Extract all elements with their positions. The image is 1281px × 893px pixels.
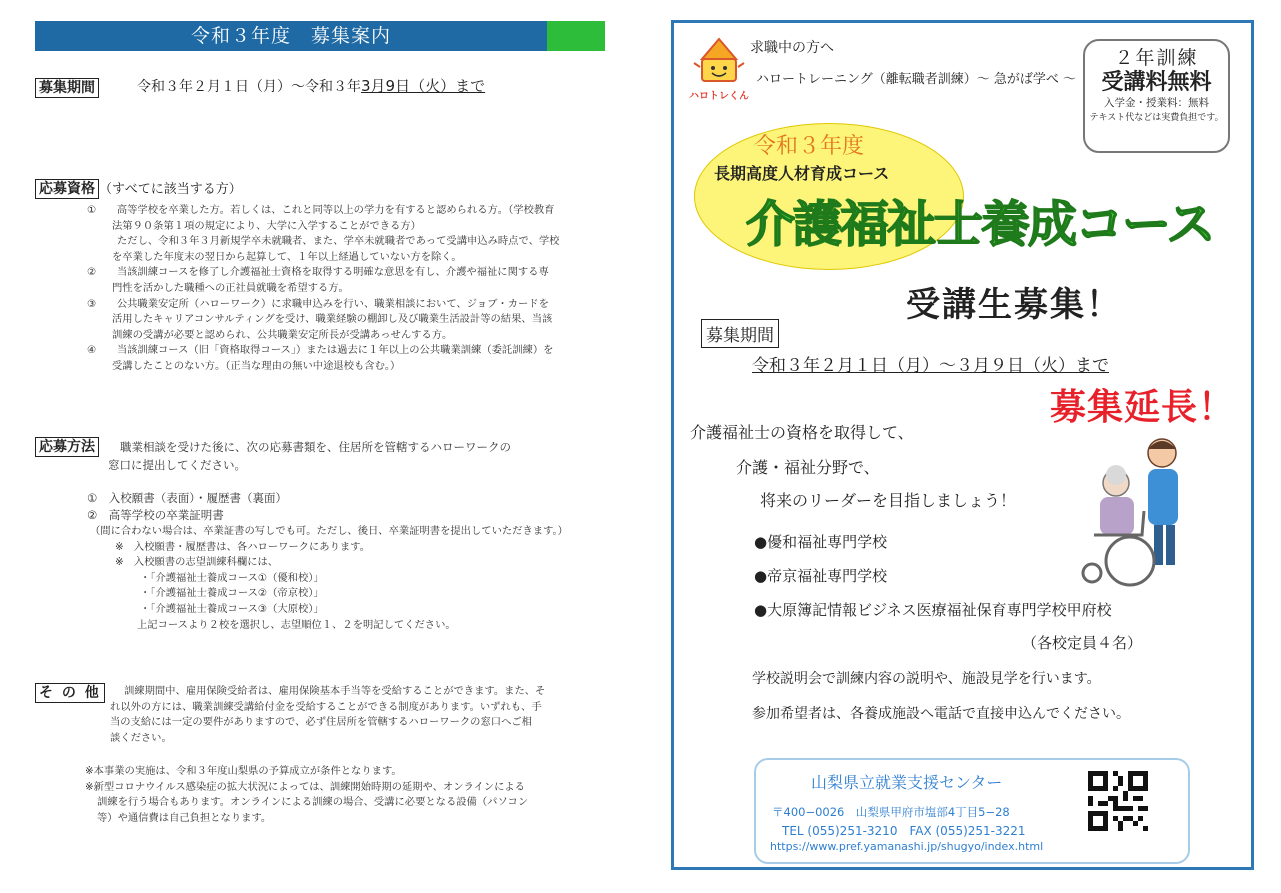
extended-notice: 募集延長！ (1050, 387, 1236, 428)
period-text (137, 76, 485, 97)
mascot-pencil-icon (688, 37, 750, 101)
period-text-emph: 3月9日（火）まで (361, 77, 486, 95)
qualification-note: （すべてに該当する方） (99, 182, 242, 197)
footnote: 訓練を行う場合もあります。オンラインによる訓練の場合、受講に必要となる設備（パソコン (97, 796, 529, 809)
left-page (0, 0, 640, 893)
method-items (87, 490, 287, 524)
info-apply: 参加希望者は、各養成施設へ電話で直接申込んでください。 (752, 706, 1130, 722)
message-line: 将来のリーダーを目指しましょう！ (760, 491, 1017, 510)
badge-fees: 入学金・授業料：無料 (1104, 97, 1209, 109)
qualification-line: 受講したことのない方。（正当な理由の無い中途退校も含む。） (112, 359, 401, 372)
year-label: 令和３年度 (754, 134, 865, 159)
method-label: 応募方法 (35, 437, 99, 457)
badge-two-year: ２年訓練 (1114, 47, 1199, 69)
intro-to-jobseekers: 求職中の方へ (750, 40, 834, 56)
method-item: ① 入校願書（表面）・履歴書（裏面） (87, 491, 288, 505)
center-url[interactable]: https://www.pref.yamanashi.jp/shugyo/index.html (770, 840, 1044, 853)
qualification-line: ただし、令和３年３月新規学卒未就職者、また、学卒未就職者であって受講申込み時点で、学校 (117, 235, 560, 248)
period-text-plain: 令和３年２月１日（月）～令和３年 (137, 79, 361, 95)
school-item: ●優和福祉専門学校 (754, 533, 888, 551)
method-subnote: （間に合わない場合は、卒業証書の写しでも可。ただし、後日、卒業証明書を提出していただきます。） (90, 525, 568, 537)
qualification-line: ③ 公共職業安定所（ハローワーク）に求職申込みを行い、職業相談において、ジョブ・カードを (87, 297, 549, 310)
info-briefing: 学校説明会で訓練内容の説明や、施設見学を行います。 (752, 671, 1101, 687)
course-title: 介護福祉士養成コース (746, 196, 1214, 253)
method-intro-line: 窓口に提出してください。 (108, 458, 246, 472)
method-subnote: ・「介護福祉士養成コース③（大原校）」 (140, 602, 324, 615)
message-line: 介護・福祉分野で、 (736, 458, 880, 477)
footnote: ※新型コロナウイルス感染症の拡大状況によっては、訓練開始時期の延期や、オンラインによる (85, 780, 525, 793)
qr-code-icon[interactable] (1088, 771, 1148, 831)
other-label: そ の 他 (35, 683, 105, 703)
header-accent (547, 21, 605, 51)
qualification-label: 応募資格 (35, 179, 99, 199)
method-subnote: ※ 入校願書・履歴書は、各ハローワークにあります。 (115, 540, 370, 553)
qualification-list (87, 203, 612, 375)
qualification-line: ④ 当該訓練コース（旧「資格取得コース」）または過去に１年以上の公共職業訓練（委託訓練）を (87, 344, 554, 357)
period-label: 募集期間 (35, 78, 99, 98)
recruitment-header: 令和３年度 募集案内 (35, 21, 547, 51)
capacity: （各校定員４名） (1022, 634, 1143, 652)
badge-textbook: テキスト代などは実費負担です。 (1089, 113, 1224, 123)
free-tuition-badge (1083, 39, 1230, 153)
badge-free: 受講料無料 (1101, 70, 1212, 95)
qualification-line: を卒業した年度末の翌日から起算して、１年以上経過していない方を除く。 (112, 250, 462, 263)
intro-hellotraining: ハロートレーニング（離転職者訓練）～ 急がば学べ ～ (756, 72, 1077, 87)
qualification-line: ② 当該訓練コースを修了し介護福祉士資格を取得する明確な意思を有し、介護や福祉に関する専 (87, 266, 549, 279)
qualification-line: 訓練の受講が必要と認められ、公共職業安定所長が受講あっせんする方。 (112, 328, 453, 341)
method-subnote: 上記コースより２校を選択し、志望順位１、２を明記してください。 (137, 618, 456, 631)
qualification-line: ① 高等学校を卒業した方。若しくは、これと同等以上の学力を有すると認められる方。（学校教育 (87, 204, 555, 216)
mascot-name: ハロトレくん (689, 91, 749, 102)
other-line: 訓練期間中、雇用保険受給者は、雇用保険基本手当等を受給することができます。また、そ (124, 685, 546, 697)
center-name: 山梨県立就業支援センター (811, 773, 1003, 792)
course-type: 長期高度人材育成コース (714, 164, 890, 183)
footnote: 等）や通信費は自己負担となります。 (97, 811, 272, 824)
period-right: 令和３年２月１日（月）～３月９日（火）まで (752, 356, 1109, 376)
method-subnote: ・「介護福祉士養成コース①（優和校）」 (140, 571, 324, 584)
right-flyer (671, 20, 1254, 870)
qualification-line: 門性を活かした職種への正社員就職を希望する方。 (112, 281, 349, 294)
wheelchair-caregiver-icon (1072, 431, 1202, 591)
period-label-right: 募集期間 (701, 319, 779, 348)
method-intro-line: 職業相談を受けた後に、次の応募書類を、住居所を管轄するハローワークの (120, 440, 511, 454)
recruit-headline: 受講生募集！ (906, 285, 1122, 325)
footnote: ※本事業の実施は、令和３年度山梨県の予算成立が条件となります。 (85, 765, 402, 777)
qualification-heading (35, 178, 242, 200)
qualification-line: 活用したキャリアコンサルティングを受け、職業経験の棚卸し及び職業生活設計等の結果、当該 (112, 313, 553, 326)
center-tel-fax: TEL (055)251-3210 FAX (055)251-3221 (782, 824, 1026, 838)
message-line: 介護福祉士の資格を取得して、 (690, 423, 914, 442)
method-intro (108, 438, 511, 474)
method-subnote: ※ 入校願書の志望訓練科欄には、 (115, 556, 279, 569)
method-subnotes (90, 524, 615, 633)
school-item: ●大原簿記情報ビジネス医療福祉保育専門学校甲府校 (754, 601, 1112, 619)
method-subnote: ・「介護福祉士養成コース②（帝京校）」 (140, 587, 324, 600)
other-line: れ以外の方には、職業訓練受講給付金を受給することができる制度があります。いずれも、手 (110, 700, 542, 713)
other-line: 当の支給には一定の要件がありますので、必ず住居所を管轄するハローワークの窓口へご相 (110, 716, 532, 729)
footnotes (85, 764, 615, 826)
other-line: 談ください。 (110, 731, 172, 744)
other-text (110, 684, 615, 746)
method-item: ② 高等学校の卒業証明書 (87, 508, 224, 522)
center-address: 〒400−0026 山梨県甲府市塩部4丁目5−28 (772, 805, 1010, 819)
qualification-line: 法第９０条第１項の規定により、大学に入学することができる方） (112, 219, 421, 232)
school-item: ●帝京福祉専門学校 (754, 567, 888, 585)
